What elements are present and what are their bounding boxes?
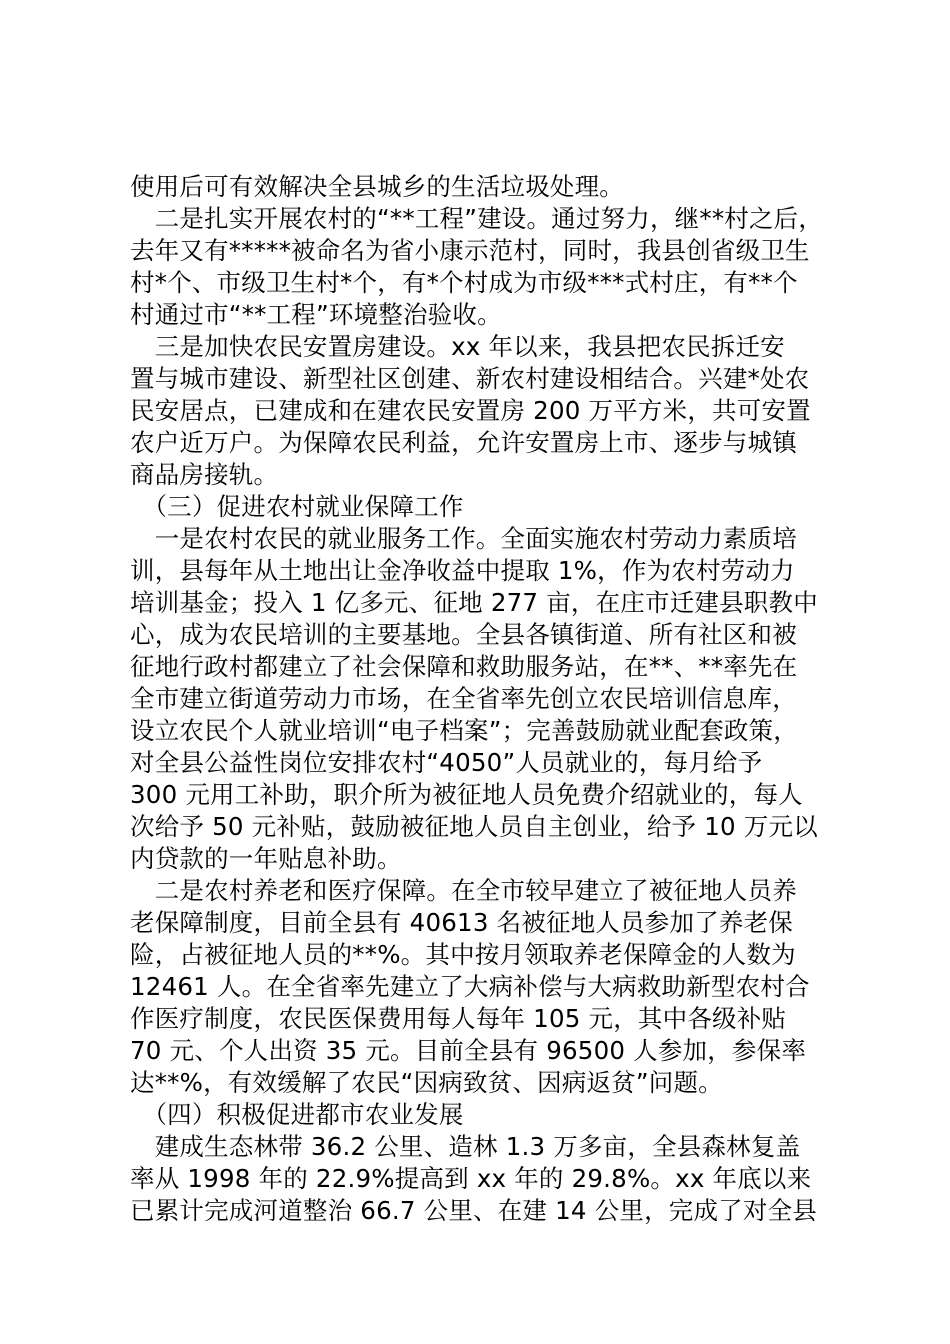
text-line: 内贷款的一年贴息补助。 bbox=[130, 844, 402, 873]
text-line: 置与城市建设、新型社区创建、新农村建设相结合。兴建*处农 bbox=[130, 364, 810, 393]
text-line: 70 元、个人出资 35 元。目前全县有 96500 人参加，参保率 bbox=[130, 1036, 807, 1065]
text-line: 已累计完成河道整治 66.7 公里、在建 14 公里，完成了对全县 bbox=[130, 1196, 817, 1225]
text-line: 培训基金；投入 1 亿多元、征地 277 亩，在庄市迁建县职教中 bbox=[130, 588, 818, 617]
text-line: 全市建立街道劳动力市场，在全省率先创立农民培训信息库， bbox=[130, 684, 797, 713]
text-line: 村通过市“**工程”环境整治验收。 bbox=[130, 300, 502, 329]
text-line: 12461 人。在全省率先建立了大病补偿与大病救助新型农村合 bbox=[130, 972, 810, 1001]
text-line: 二是扎实开展农村的“**工程”建设。通过努力，继**村之后， bbox=[130, 204, 824, 233]
text-line: 三是加快农民安置房建设。xx 年以来，我县把农民拆迁安 bbox=[130, 332, 785, 361]
text-line: 村*个、市级卫生村*个，有*个村成为市级***式村庄，有**个 bbox=[130, 268, 798, 297]
text-line: 使用后可有效解决全县城乡的生活垃圾处理。 bbox=[130, 172, 624, 201]
text-line: 农户近万户。为保障农民利益，允许安置房上市、逐步与城镇 bbox=[130, 428, 797, 457]
section-heading: （三）促进农村就业保障工作 bbox=[130, 492, 464, 521]
text-line: 老保障制度，目前全县有 40613 名被征地人员参加了养老保 bbox=[130, 908, 794, 937]
text-line: 去年又有*****被命名为省小康示范村，同时，我县创省级卫生 bbox=[130, 236, 810, 265]
text-line: 对全县公益性岗位安排农村“4050”人员就业的，每月给予 bbox=[130, 748, 763, 777]
text-line: 商品房接轨。 bbox=[130, 460, 279, 489]
text-line: 二是农村养老和医疗保障。在全市较早建立了被征地人员养 bbox=[130, 876, 797, 905]
text-line: 达**%，有效缓解了农民“因病致贫、因病返贫”问题。 bbox=[130, 1068, 723, 1097]
text-line: 率从 1998 年的 22.9%提高到 xx 年的 29.8%。xx 年底以来 bbox=[130, 1164, 812, 1193]
text-line: 险，占被征地人员的**%。其中按月领取养老保障金的人数为 bbox=[130, 940, 796, 969]
text-line: 作医疗制度，农民医保费用每人每年 105 元，其中各级补贴 bbox=[130, 1004, 787, 1033]
text-line: 300 元用工补助，职介所为被征地人员免费介绍就业的，每人 bbox=[130, 780, 803, 809]
text-line: 一是农村农民的就业服务工作。全面实施农村劳动力素质培 bbox=[130, 524, 797, 553]
section-heading: （四）积极促进都市农业发展 bbox=[130, 1100, 464, 1129]
text-line: 民安居点，已建成和在建农民安置房 200 万平方米，共可安置 bbox=[130, 396, 811, 425]
text-line: 次给予 50 元补贴，鼓励被征地人员自主创业，给予 10 万元以 bbox=[130, 812, 818, 841]
text-line: 设立农民个人就业培训“电子档案”；完善鼓励就业配套政策， bbox=[130, 716, 798, 745]
text-line: 训，县每年从土地出让金净收益中提取 1%，作为农村劳动力 bbox=[130, 556, 795, 585]
text-line: 心，成为农民培训的主要基地。全县各镇街道、所有社区和被 bbox=[130, 620, 797, 649]
text-line: 建成生态林带 36.2 公里、造林 1.3 万多亩，全县森林复盖 bbox=[130, 1132, 801, 1161]
text-line: 征地行政村都建立了社会保障和救助服务站，在**、**率先在 bbox=[130, 652, 798, 681]
